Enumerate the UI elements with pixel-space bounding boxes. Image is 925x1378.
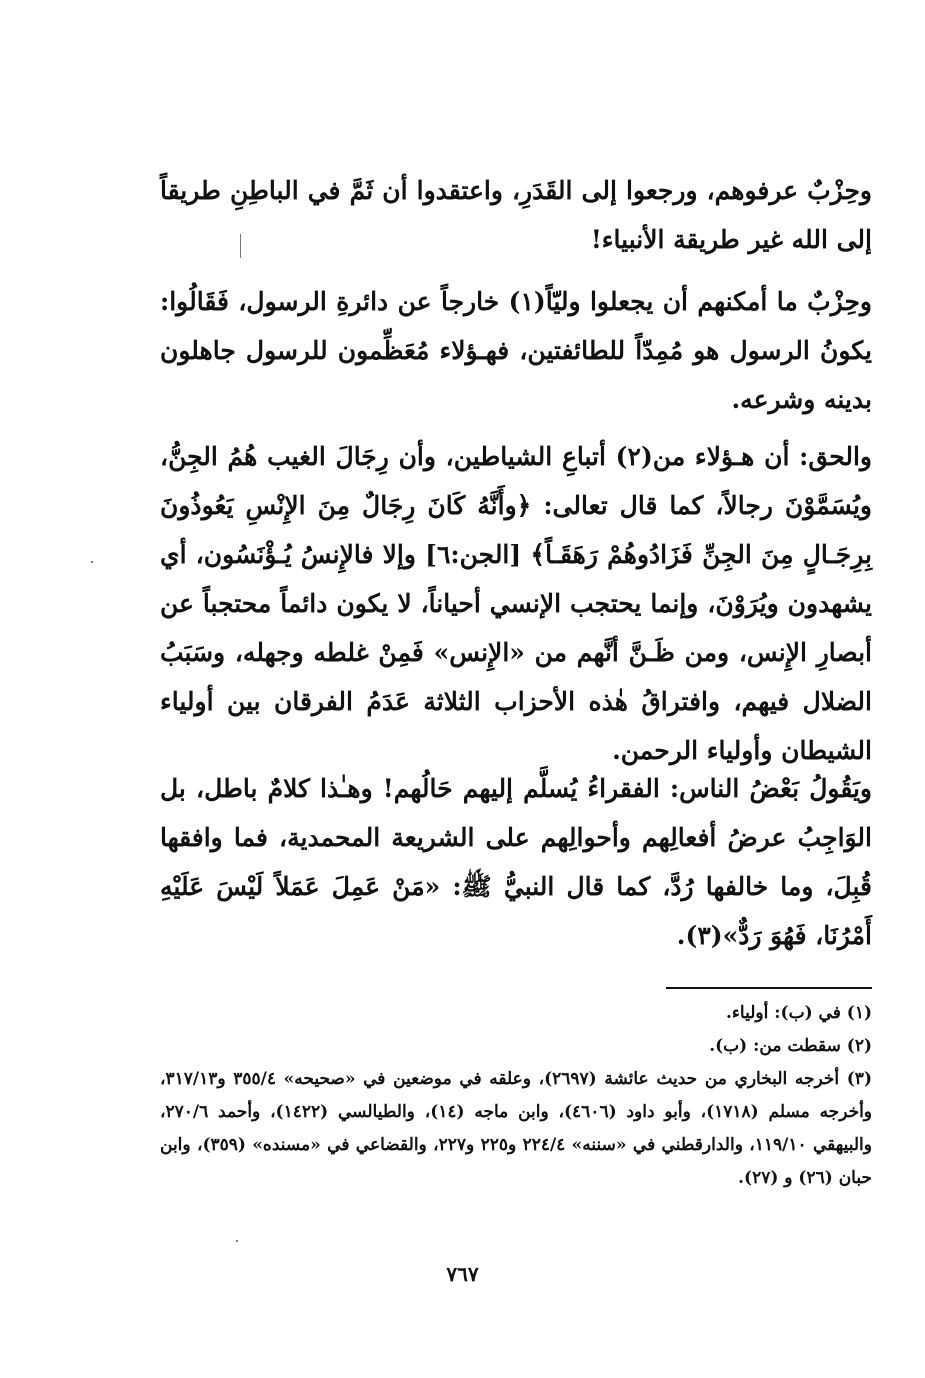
footnote-1: (١) في (ب): أولياء. <box>726 1003 872 1023</box>
paragraph-3: والحق: أن هـؤلاء من(٢) أتباعِ الشياطين، وأن رِجَالَ الغيب هُمُ الجِنُّ، ويُسَمَّوْنَ رجالاً، كما قال تعالى: ﴿وأَنَّهُ كَانَ رِجَالٌ مِنَ الإِنْسِ يَعُوذُونَ بِرِجَـالٍ مِنَ الجِنِّ فَزَادُوهُمْ رَهَقَـاً﴾ [الجن:٦] وإلا فالإِنسُ يُـؤْنَسُون، أي يشهدون ويُرَوْنَ، وإنما يحتجب الإنسي أحياناً، لا يكون دائماً محتجباً عن أبصارِ الإِنس، ومن ظَـنَّ أنَّهم من «الإِنس» فَمِنْ غلطه وجهله، وسَبَبُ الضلال فيهم، وافتراقُ هٰذه الأحزاب الثلاثة عَدَمُ الفرقان بين أولياء الشيطان وأولياء الرحمن. <box>160 442 873 765</box>
scan-artifact-dot <box>91 561 93 563</box>
paragraph-4: ويَقُولُ بَعْضُ الناس: الفقراءُ يُسلَّم إليهم حَالُهم! وهـٰذا كلامٌ باطل، بل الوَاجِبُ عرضُ أفعالِهم وأحوالِهم على الشريعة المحمدية، فما وافقها قُبِلَ، وما خالفها رُدَّ، كما قال النبيُّ ﷺ: «مَنْ عَمِلَ عَمَلاً لَيْسَ عَلَيْهِ أَمْرُنَا، فَهُوَ رَدٌّ»(٣). <box>160 774 872 950</box>
footnote-3: (٣) أخرجه البخاري من حديث عائشة (٢٦٩٧)، وعلقه في موضعين في «صحيحه» ٣٥٥/٤ و٣١٧/١٣، وأخرجه مسلم (١٧١٨)، وأبو داود (٤٦٠٦)، وابن ماجه (١٤)، والطيالسي (١٤٢٢)، وأحمد ٢٧٠/٦، والبيهقي ١١٩/١٠، والدارقطني في «سننه» ٢٢٤/٤ و٢٢٥ و٢٢٧، والقضاعي في «مسنده» (٣٥٩)، وابن حبان (٢٦) و (٢٧). <box>160 1069 873 1188</box>
footnote-separator <box>666 987 872 989</box>
scan-artifact-dot <box>236 1240 238 1242</box>
page-number: ٧٦٧ <box>446 1262 479 1286</box>
scan-artifact-line <box>240 234 241 258</box>
paragraph-2: وحِزْبٌ ما أمكنهم أن يجعلوا وليّاً(١) خارجاً عن دائرةِ الرسول، فَقَالُوا: يكونُ الرسول هو مُمِدّاً للطائفتين، فهـؤلاء مُعَظِّمون للرسول جاهلون بدينه وشرعه. <box>160 287 873 414</box>
footnotes <box>160 997 872 1195</box>
footnote-2: (٢) سقطت من: (ب). <box>709 1036 872 1056</box>
paragraph-1: وحِزْبٌ عرفوهم، ورجعوا إلى القَدَرِ، واعتقدوا أن ثَمَّ في الباطِنِ طريقاً إلى الله غير طريقة الأنبياء! <box>160 176 872 254</box>
